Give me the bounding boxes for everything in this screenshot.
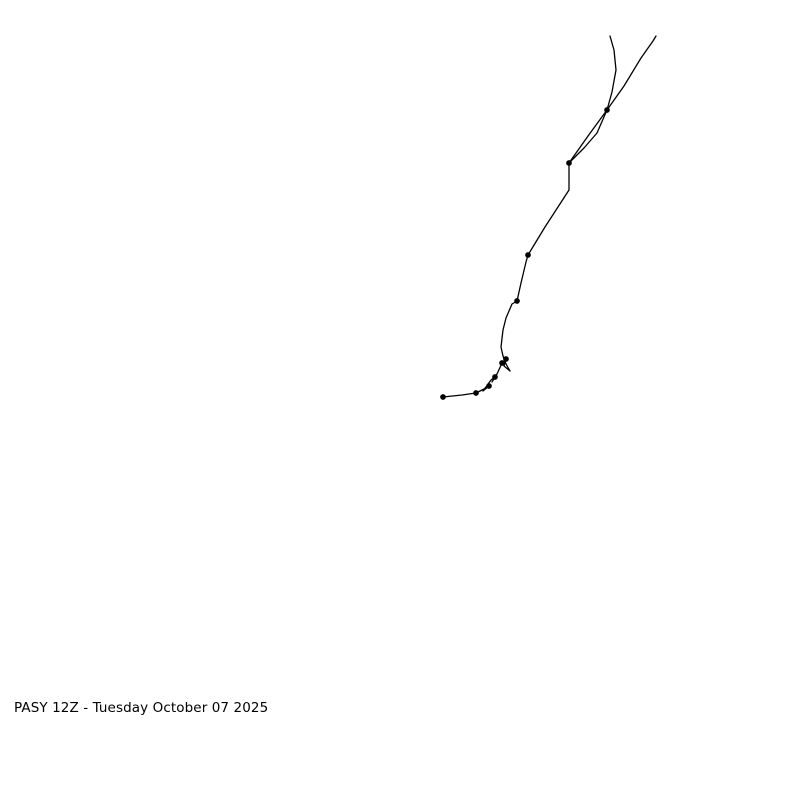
series-line-wind-profile-branch	[569, 36, 656, 163]
data-point-marker	[486, 383, 492, 389]
data-point-marker	[499, 360, 505, 366]
data-point-marker	[440, 394, 446, 400]
data-point-marker	[492, 374, 498, 380]
chart-caption: PASY 12Z - Tuesday October 07 2025	[14, 700, 269, 716]
series-line-wind-profile-trace	[443, 36, 616, 397]
data-point-marker	[514, 298, 520, 304]
data-point-marker	[525, 252, 531, 258]
data-point-marker	[473, 390, 479, 396]
series-layer	[440, 36, 656, 400]
